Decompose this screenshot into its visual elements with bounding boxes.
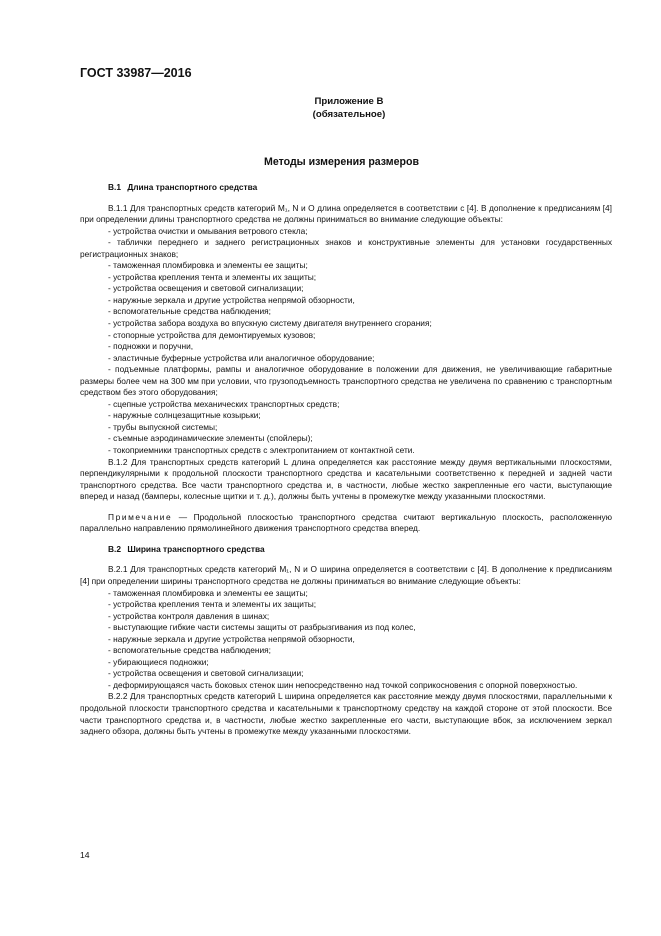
standard-designation: ГОСТ 33987—2016: [80, 66, 192, 80]
list-item: - таможенная пломбировка и элементы ее защиты;: [108, 260, 308, 271]
list-item: - устройства крепления тента и элементы их защиты;: [108, 271, 317, 282]
section-number: В.2: [108, 543, 121, 554]
list-item: - таможенная пломбировка и элементы ее защиты;: [108, 587, 308, 598]
document-body: [80, 182, 612, 738]
main-heading: Методы измерения размеров: [264, 156, 419, 168]
annex-status: (обязательное): [312, 109, 386, 120]
list-item: - наружные зеркала и другие устройства непрямой обзорности,: [108, 294, 355, 305]
list-item: - наружные солнцезащитные козырьки;: [108, 410, 261, 421]
page-number: 14: [80, 850, 90, 860]
section-title: Ширина транспортного средства: [127, 543, 265, 554]
list-item: - деформирующаяся часть боковых стенок шин непосредственно над точкой соприкосновения с опорной поверхностью.: [108, 679, 578, 690]
list-item: - устройства освещения и световой сигнализации;: [108, 283, 304, 294]
list-item: - подножки и поручни,: [108, 341, 194, 352]
list-item: - сцепные устройства механических транспортных средств;: [108, 398, 340, 409]
list-item: - съемные аэродинамические элементы (спойлеры);: [108, 433, 313, 444]
list-item: - устройства очистки и омывания ветрового стекла;: [108, 225, 308, 236]
list-item: - устройства контроля давления в шинах;: [108, 610, 270, 621]
section-heading-b2: [108, 544, 612, 556]
note-label: Примечание: [108, 511, 173, 522]
annex-header: [0, 95, 661, 121]
section-number: В.1: [108, 182, 121, 192]
list-item: - устройства забора воздуха во впускную систему двигателя внутреннего сгорания;: [108, 318, 432, 329]
paragraph-b2-2: В.2.2 Для транспортных средств категорий L ширина определяется как расстояние между двумя плоскостями, параллельными к продольной плоскости транспортного средства и касательными к транспортному средству на каждой стороне от этой плоскости. Все части транспортного средства и, в частности, любые жестко закрепленные его части, выступающие вбок, за исключением зеркал заднего обзора, должны быть учтены в промежутке между указанными плоскостями.: [80, 691, 612, 737]
list-item: - выступающие гибкие части системы защиты от разбрызгивания из под колес,: [108, 622, 416, 633]
annex-title: Приложение В: [314, 96, 384, 107]
list-item: - стопорные устройства для демонтируемых кузовов;: [108, 329, 316, 340]
list-item: - убирающиеся подножки;: [108, 656, 209, 667]
section-heading-b1: [108, 182, 612, 194]
list-item: - токоприемники транспортных средств с электропитанием от контактной сети.: [108, 445, 415, 456]
list-item: - подъемные платформы, рампы и аналогичное оборудование в положении для движения, не увеличивающие габаритные размеры более чем на 300 мм при условии, что грузоподъемность транспортного средства не увеличена по сравнению с транспортным средством без этого оборудования;: [80, 364, 612, 398]
note: [80, 512, 612, 535]
list-item: - вспомогательные средства наблюдения;: [108, 645, 271, 656]
list-item: - наружные зеркала и другие устройства непрямой обзорности,: [108, 633, 355, 644]
list-item: - устройства освещения и световой сигнализации;: [108, 668, 304, 679]
paragraph-b2-1: В.2.1 Для транспортных средств категорий М₁, N и О ширина определяется в соответствии с [4]. В дополнение к предписаниям [4] при определении ширины транспортного средства не должны приниматься во внимание следующие объекты:: [80, 564, 612, 586]
note-text: — Продольной плоскостью транспортного средства считают вертикальную плоскость, расположенную параллельно направлению прямолинейного движения транспортного средства вперед.: [80, 511, 612, 534]
section-title: Длина транспортного средства: [127, 182, 258, 192]
paragraph-b1-1: В.1.1 Для транспортных средств категорий М₁, N и О длина определяется в соответствии с [4]. В дополнение к предписаниям [4] при определении длины транспортного средства не должны приниматься во внимание следующие объекты:: [80, 202, 612, 225]
list-item: - трубы выпускной системы;: [108, 421, 218, 432]
list-item: - таблички переднего и заднего регистрационных знаков и конструктивные элементы для установки государственных регистрационных знаков;: [80, 237, 612, 259]
list-item: - эластичные буферные устройства или аналогичное оборудование;: [108, 352, 375, 363]
paragraph-b1-2: В.1.2 Для транспортных средств категорий L длина определяется как расстояние между двумя вертикальными плоскостями, перпендикулярными к продольной плоскости транспортного средства и касательными соответственно к передней и задней части транспортного средства. Все части транспортного средства и, в частности, любые жестко закрепленные его части, выступающие вперед и назад (бамперы, колесные щитки и т. д.), должны быть учтены в промежутке между указанными плоскостями.: [80, 456, 612, 502]
list-item: - вспомогательные средства наблюдения;: [108, 306, 271, 317]
list-item: - устройства крепления тента и элементы их защиты;: [108, 599, 317, 610]
